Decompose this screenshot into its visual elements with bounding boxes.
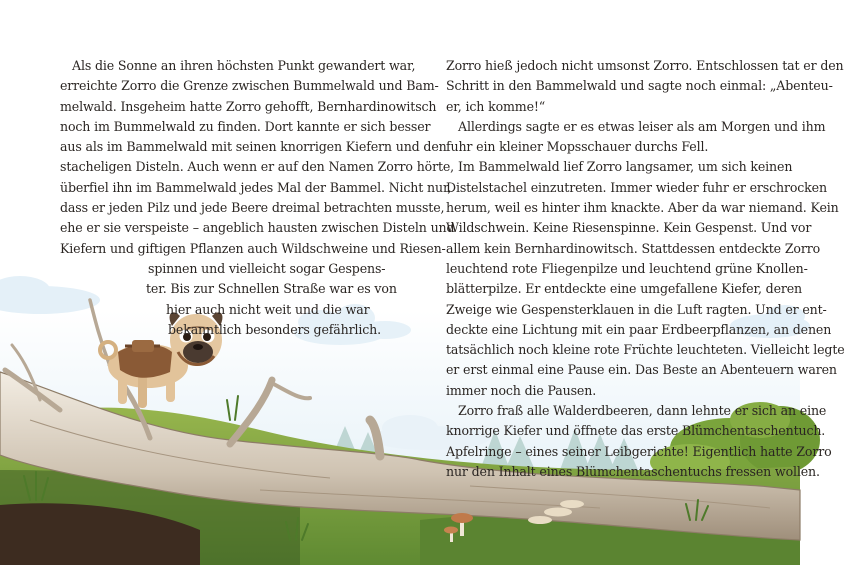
right-line-9: Wildschwein. Keine Riesenspinne. Kein Gespenst. Und vor bbox=[446, 220, 812, 236]
right-line-17: immer noch die Pausen. bbox=[446, 382, 597, 398]
right-line-12: blätterpilze. Er entdeckte eine umgefallene Kiefer, deren bbox=[446, 281, 803, 297]
right-line-21: nur den Inhalt eines Blümchentaschentuchs fressen wollen. bbox=[446, 463, 820, 479]
right-line-10: allem kein Bernhardinowitsch. Stattdessen entdeckte Zorro bbox=[446, 240, 821, 256]
right-line-2: Schritt in den Bammelwald und sagte noch einmal: „Abenteu- bbox=[446, 78, 833, 94]
right-line-7: Distelstachel einzutreten. Immer wieder fuhr er erschrocken bbox=[446, 179, 827, 195]
right-line-13: Zweige wie Gespensterklauen in die Luft ragten. Und er ent- bbox=[446, 301, 827, 317]
right-line-5: fuhr ein kleiner Mopsschauer durchs Fell. bbox=[446, 139, 709, 155]
left-line-6: stacheligen Disteln. Auch wenn er auf den Namen Zorro hörte, bbox=[60, 159, 455, 175]
left-line-7: überfiel ihn im Bammelwald jedes Mal der Bammel. Nicht nur, bbox=[60, 179, 452, 195]
left-line-14: bekanntlich besonders gefährlich. bbox=[168, 321, 381, 337]
left-line-5: aus als im Bammelwald mit seinen knorrigen Kiefern und den bbox=[60, 139, 447, 155]
right-line-15: tatsächlich noch kleine rote Früchte leuchteten. Vielleicht legte bbox=[446, 342, 845, 358]
left-line-1: Als die Sonne an ihren höchsten Punkt gewandert war, bbox=[72, 58, 416, 73]
right-line-4: Allerdings sagte er es etwas leiser als am Morgen und ihm bbox=[458, 118, 826, 134]
left-line-3: melwald. Insgeheim hatte Zorro gehofft, Bernhardinowitsch bbox=[60, 98, 437, 114]
right-line-20: Apfelringe – eines seiner Leibgerichte! Eigentlich hatte Zorro bbox=[446, 443, 832, 459]
left-line-12: ter. Bis zur Schnellen Straße war es von bbox=[146, 281, 397, 297]
left-line-2: erreichte Zorro die Grenze zwischen Bummelwald und Bam- bbox=[60, 78, 439, 94]
right-line-11: leuchtend rote Fliegenpilze und leuchtend grüne Knollen- bbox=[446, 260, 808, 276]
left-line-11: spinnen und vielleicht sogar Gespens- bbox=[148, 260, 386, 276]
right-line-3: er, ich komme!“ bbox=[446, 98, 546, 114]
right-line-6: Im Bammelwald lief Zorro langsamer, um sich keinen bbox=[458, 159, 793, 175]
left-line-9: ehe er sie verspeiste – angeblich hausten zwischen Disteln und bbox=[60, 220, 455, 236]
left-line-8: dass er jeden Pilz und jede Beere dreimal betrachten musste, bbox=[60, 200, 445, 216]
left-line-13: hier auch nicht weit und die war bbox=[166, 301, 370, 317]
left-page-text bbox=[60, 56, 454, 340]
right-page-text bbox=[446, 56, 845, 482]
right-line-19: knorrige Kiefer und öffnete das erste Blümchentaschentuch. bbox=[446, 423, 826, 439]
right-line-14: deckte eine Lichtung mit ein paar Erdbeerpflanzen, an denen bbox=[446, 321, 832, 337]
right-line-8: herum, weil es hinter ihm knackte. Aber da war niemand. Kein bbox=[446, 200, 839, 216]
left-line-4: noch im Bummelwald zu finden. Dort kannte er sich besser bbox=[60, 118, 431, 134]
left-line-10: Kiefern und giftigen Pflanzen auch Wildschweine und Riesen- bbox=[60, 240, 446, 256]
right-line-18: Zorro fraß alle Walderdbeeren, dann lehnte er sich an eine bbox=[458, 403, 827, 419]
right-line-16: er erst einmal eine Pause ein. Das Beste an Abenteuern waren bbox=[446, 362, 837, 378]
right-line-1: Zorro hieß jedoch nicht umsonst Zorro. Entschlossen tat er den bbox=[446, 58, 844, 73]
